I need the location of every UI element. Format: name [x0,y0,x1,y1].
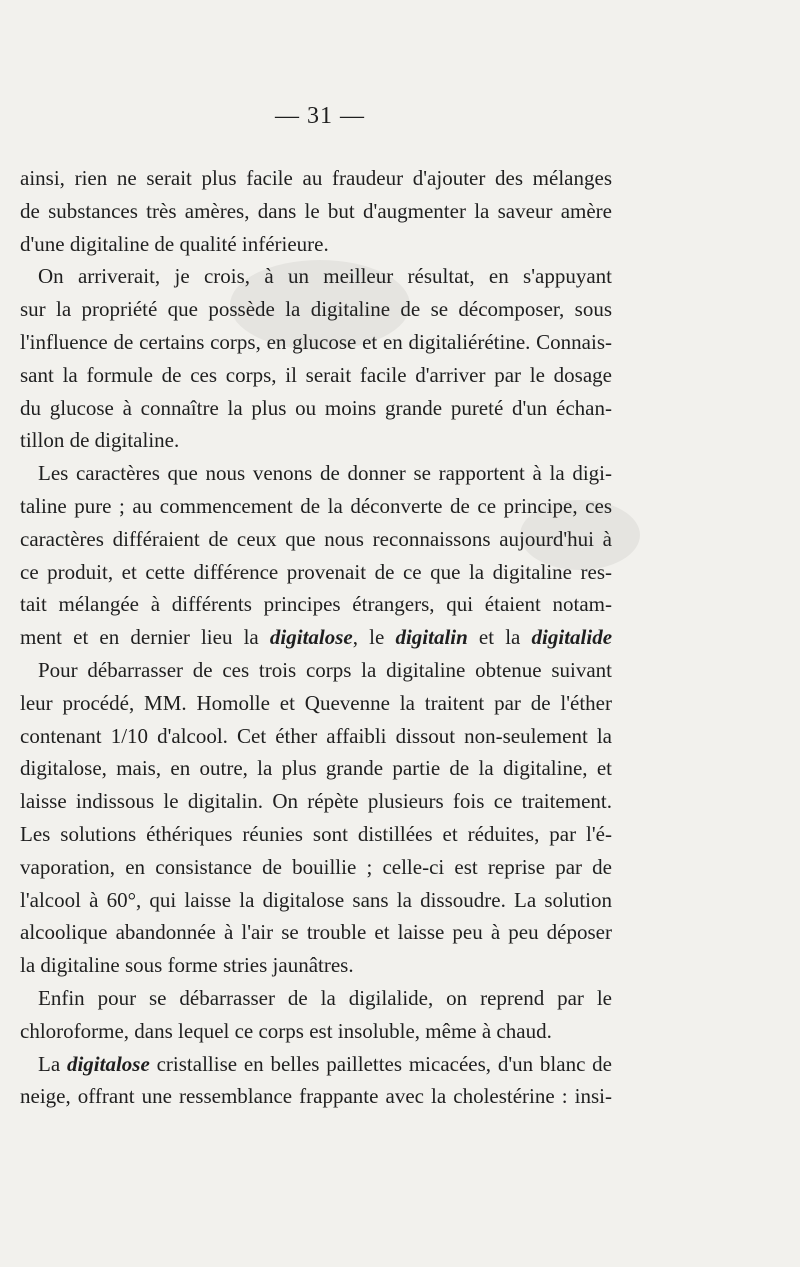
text-segment: , le [352,625,396,650]
italic-term: digitalin [395,625,468,650]
text-line: l'alcool à 60°, qui laisse la digitalose sans la dissoudre. La solution [20,887,612,912]
text-line: neige, offrant une ressemblance frappante avec la cholestérine : insi- [20,1084,612,1109]
text-line: sant la formule de ces corps, il serait facile d'arriver par le dosage [20,362,612,387]
text-segment: La [38,1051,67,1076]
text-line: Pour débarrasser de ces trois corps la digitaline obtenue suivant [38,657,612,682]
text-line: d'une digitaline de qualité inférieure. [20,231,329,256]
text-line: digitalose, mais, en outre, la plus grande partie de la digitaline, et [20,756,612,781]
text-line: ce produit, et cette différence provenait de ce que la digitaline res- [20,559,612,584]
text-line: Enfin pour se débarrasser de la digilalide, on reprend par le [38,985,612,1010]
text-line: tait mélangée à différents principes étrangers, qui étaient notam- [20,592,612,617]
text-segment: ment et en dernier lieu la [20,625,270,650]
text-line-with-italics [20,621,612,654]
text-segment: et la [467,625,532,650]
italic-term: digitalide [531,625,613,650]
text-line: du glucose à connaître la plus ou moins grande pureté d'un échan- [20,395,612,420]
text-segment: cristallise en belles paillettes micacées, d'un blanc de [149,1051,613,1076]
text-line: Les solutions éthériques réunies sont distillées et réduites, par l'é- [20,821,612,846]
text-line: caractères différaient de ceux que nous reconnaissons aujourd'hui à [20,526,612,551]
text-line: l'influence de certains corps, en glucose et en digitaliérétine. Connais- [20,329,612,354]
text-line: chloroforme, dans lequel ce corps est insoluble, même à chaud. [20,1018,552,1043]
text-line: de substances très amères, dans le but d'augmenter la saveur amère [20,198,612,223]
text-line: tillon de digitaline. [20,428,180,453]
body-text [20,162,612,1113]
text-line: ainsi, rien ne serait plus facile au fraudeur d'ajouter des mélanges [20,166,612,190]
text-line: la digitaline sous forme stries jaunâtres. [20,953,354,978]
text-line: alcoolique abandonnée à l'air se trouble et laisse peu à peu déposer [20,920,612,945]
text-line: vaporation, en consistance de bouillie ; celle-ci est reprise par de [20,854,612,879]
page-number: — 31 — [275,103,365,129]
italic-term: digitalose [269,625,353,650]
text-line: leur procédé, MM. Homolle et Quevenne la traitent par de l'éther [20,690,612,715]
text-line: Les caractères que nous venons de donner se rapportent à la digi- [38,461,612,486]
italic-term: digitalose [66,1051,150,1076]
text-line: taline pure ; au commencement de la déconverte de ce principe, ces [20,493,612,518]
text-line: On arriverait, je crois, à un meilleur résultat, en s'appuyant [38,264,612,289]
text-line: contenant 1/10 d'alcool. Cet éther affaibli dissout non-seulement la [20,723,612,748]
text-line: sur la propriété que possède la digitaline de se décomposer, sous [20,297,612,322]
text-line: laisse indissous le digitalin. On répète plusieurs fois ce traitement. [20,789,612,814]
text-line-with-italics [20,1048,612,1081]
